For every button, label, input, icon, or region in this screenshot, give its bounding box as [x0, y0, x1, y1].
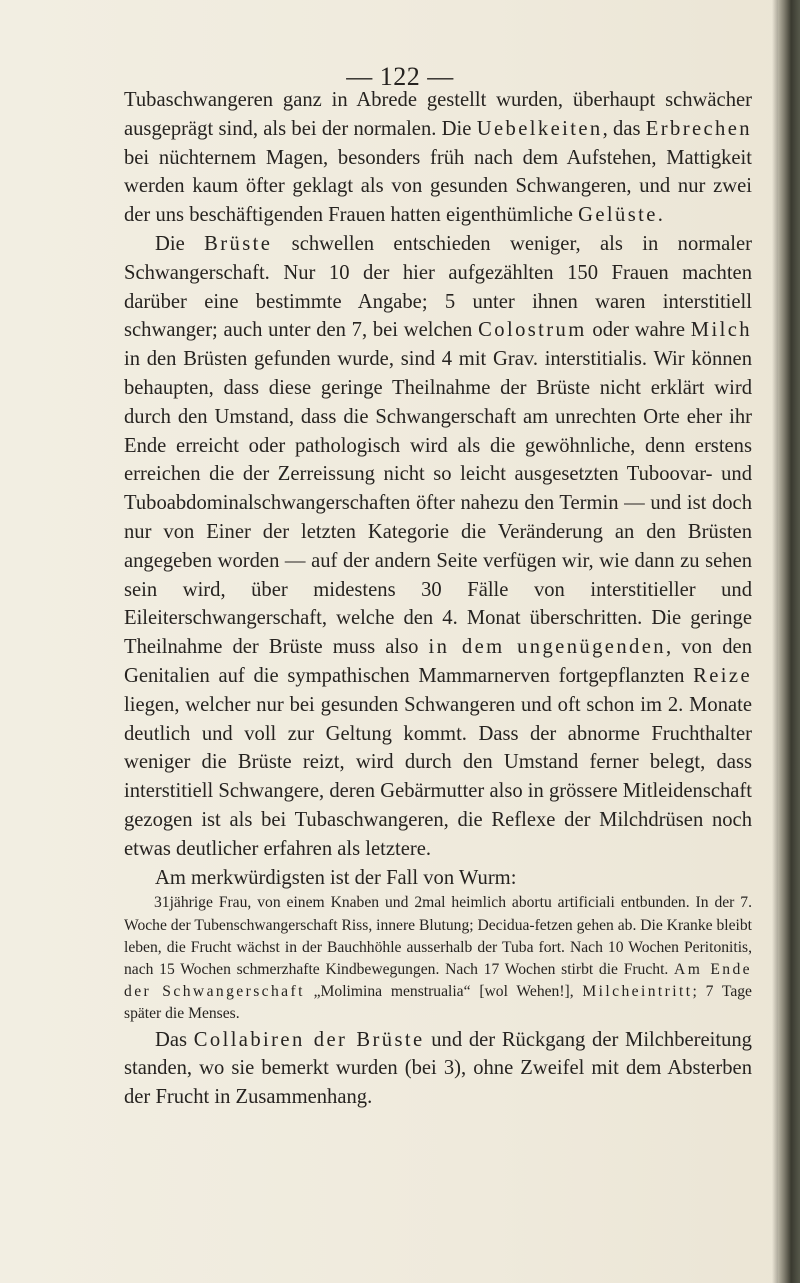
text-run: , das — [602, 117, 646, 140]
page-text — [124, 86, 752, 1112]
spaced-emphasis-text: Brüste — [204, 232, 273, 255]
spaced-emphasis-text: Reize — [693, 664, 752, 687]
text-run: Tubaschwangeren ganz in Abrede gestellt wurden, überhaupt schwächer ausgeprägt sind, als bei der normalen. Die — [124, 89, 752, 140]
spaced-emphasis-text: Collabiren der Brüste — [193, 1028, 425, 1051]
page-number: — 122 — — [346, 62, 454, 91]
spaced-emphasis-text: Gelüste — [578, 204, 658, 227]
spaced-emphasis-text: Uebelkeiten — [476, 117, 603, 140]
page-edge-shadow — [778, 0, 800, 1283]
paragraph-1 — [124, 86, 752, 230]
case-report — [124, 892, 752, 1025]
paragraph-3 — [124, 864, 752, 893]
spaced-emphasis-text: Colostrum — [478, 319, 587, 342]
text-run: bei nüchternem Magen, besonders früh nach dem Aufstehen, Mattigkeit werden kaum öfter geklagt als von gesunden Schwangeren, und nur zwei der uns beschäftigenden Frauen hatten eigenthümliche — [124, 146, 752, 227]
text-run: 31jährige Frau, von einem Knaben und 2mal heimlich abortu artificiali entbunden. In der 7. Woche der Tubenschwangerschaft Riss, innere Blutung; Decidua-fetzen gehen ab. Die Kranke bleibt leben, die Frucht wächst in der Bauchhöhle ausserhalb der Tuba fort. Nach 10 Wochen Peritonitis, nach 15 Wochen schmerzhafte Kindbewegungen. Nach 17 Wochen stirbt die Frucht. — [124, 894, 752, 978]
text-run: ; 7 Tage später die Menses. — [124, 983, 752, 1023]
spaced-emphasis-text: in dem ungenügenden — [428, 636, 666, 659]
closing-paragraph — [124, 1026, 752, 1112]
text-run: schwellen entschieden weniger, als in normaler Schwangerschaft. Nur 10 der hier aufgezählten 150 Frauen machten darüber eine bestimmte Angabe; 5 unter ihnen waren interstitiell schwanger; auch unter den 7, bei welchen — [124, 232, 752, 342]
text-run: und der Rückgang der Milchbereitung standen, wo sie bemerkt wurden (bei 3), ohne Zweifel mit dem Absterben der Frucht in Zusammenhang. — [124, 1028, 752, 1109]
spaced-emphasis-text: Erbrechen — [645, 117, 752, 140]
text-run: liegen, welcher nur bei gesunden Schwangeren und oft schon im 2. Monate deutlich und voll zur Geltung kommt. Dass der abnorme Fruchthalter weniger die Brüste reizt, wird durch den Umstand ferner belegt, dass interstitiell Schwangere, deren Gebärmutter also in grössere Mitleidenschaft gezogen ist als bei Tubaschwangeren, die Reflexe der Milchdrüsen noch etwas deutlicher erfahren als letztere. — [124, 693, 752, 860]
paragraph-2 — [124, 230, 752, 864]
spaced-emphasis-text: Am Ende der Schwangerschaft — [124, 960, 752, 1001]
text-run: , von den Genitalien auf die sympathischen Mammarnerven fortgepflanzten — [124, 636, 752, 687]
text-run: „Molimina menstrualia“ [wol Wehen!], — [304, 983, 583, 1001]
text-run: Das — [155, 1028, 194, 1051]
text-run: . — [657, 204, 663, 227]
text-run: oder wahre — [586, 319, 691, 342]
text-run: Am merkwürdigsten ist der Fall von Wurm: — [155, 866, 517, 889]
text-run: Die — [155, 232, 205, 255]
spaced-emphasis-text: Milcheintritt — [582, 983, 693, 1001]
spaced-emphasis-text: Milch — [690, 319, 752, 342]
text-run: in den Brüsten gefunden wurde, sind 4 mit Grav. interstitialis. Wir können behaupten, dass diese geringe Theilnahme der Brüste nicht erklärt wird durch den Umstand, dass die Schwangerschaft am unrechten Orte eher ihr Ende erreicht oder pathologisch wird als die gewöhnliche, denn erstens erreichen die der Zerreissung nicht so leicht ausgesetzten Tuboovar- und Tuboabdominalschwangerschaften öfter nahezu den Termin — und ist doch nur von Einer der letzten Kategorie die Veränderung an den Brüsten angegeben worden — auf der andern Seite verfügen wir, wie dann zu sehen sein wird, über midestens 30 Fälle von interstitieller und Eileiterschwangerschaft, welche den 4. Monat überschritten. Die geringe Theilnahme der Brüste muss also — [124, 348, 752, 659]
